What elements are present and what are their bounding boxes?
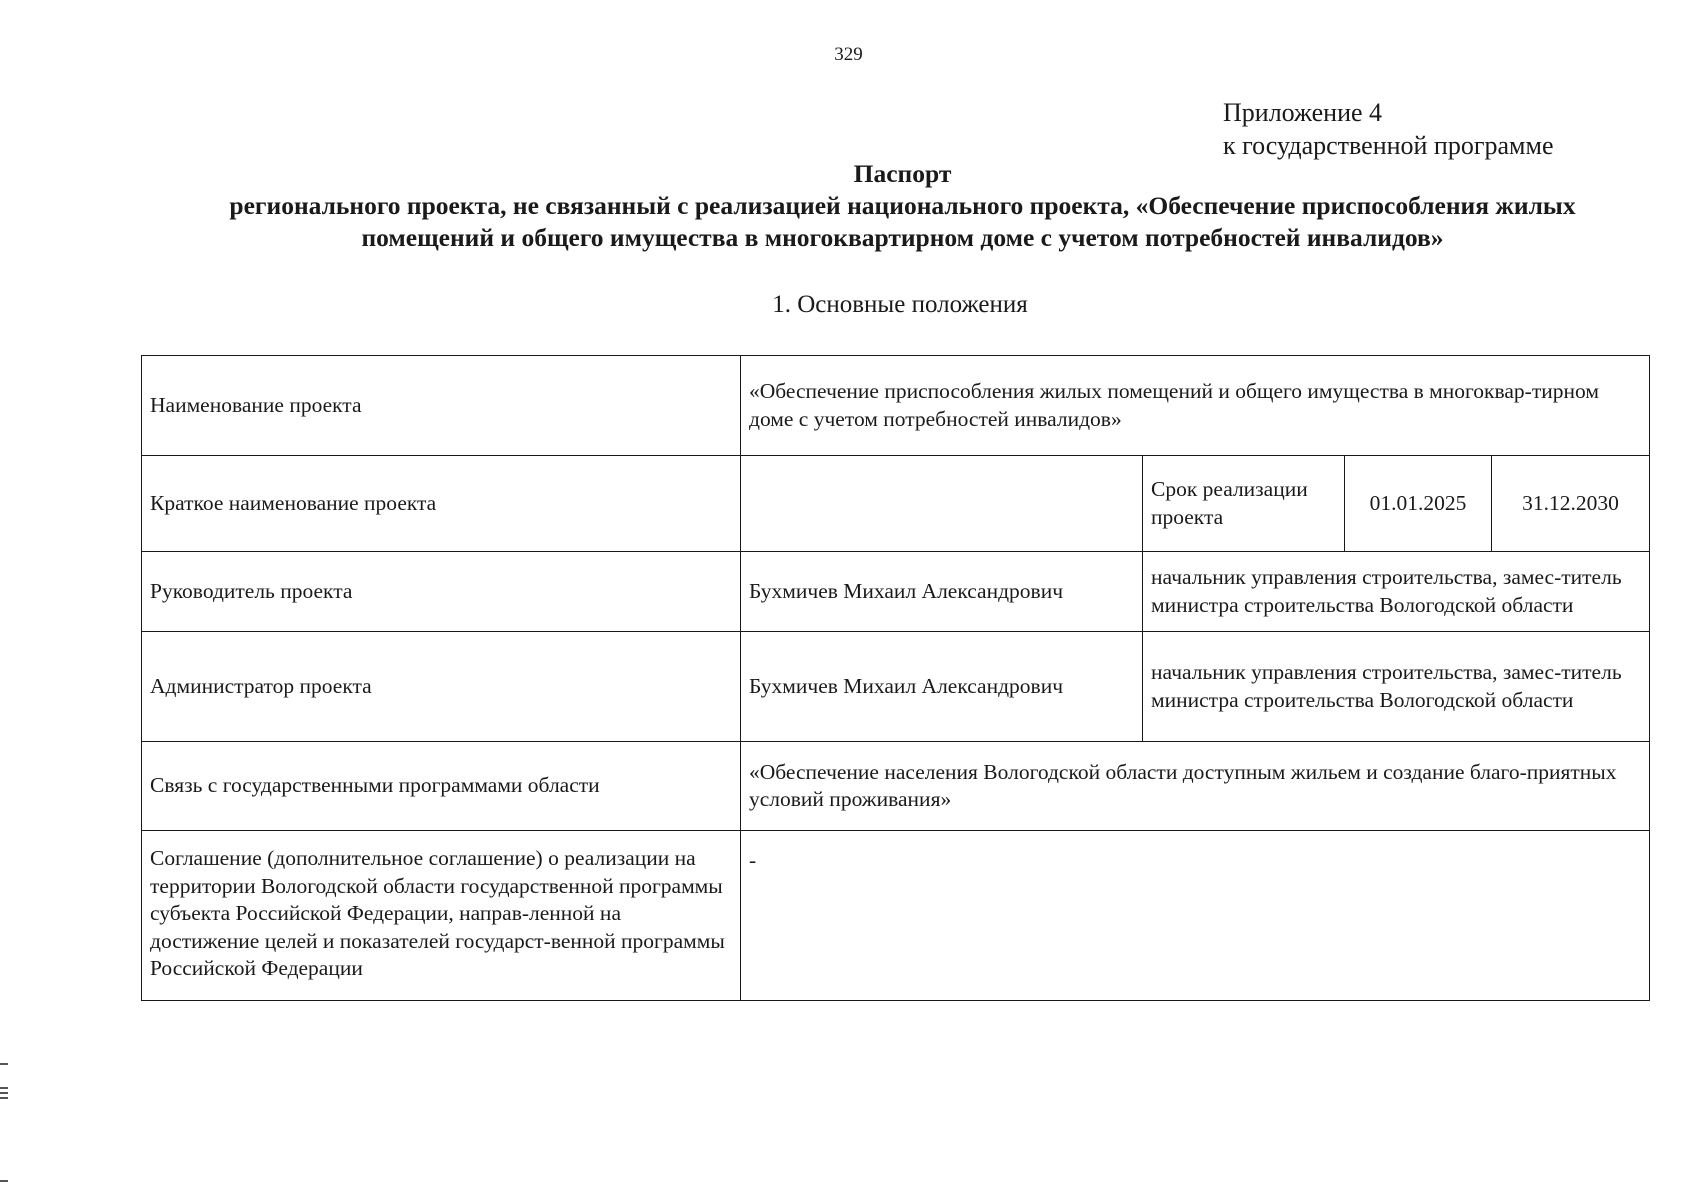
term-label: Срок реализации проекта	[1143, 456, 1345, 552]
document-title	[130, 158, 1675, 254]
project-head-name: Бухмичев Михаил Александрович	[741, 552, 1143, 632]
table-row-program-link	[142, 742, 1650, 831]
title-line-2: регионального проекта, не связанный с реализацией национального проекта, «Обеспечение приспособления жилых	[229, 191, 1576, 220]
scan-artifact-mark	[0, 1087, 8, 1089]
project-admin-position: начальник управления строительства, замес-титель министра строительства Вологодской области	[1143, 632, 1650, 742]
project-name-value: «Обеспечение приспособления жилых помещений и общего имущества в многоквар-тирном доме с учетом потребностей инвалидов»	[741, 356, 1650, 456]
short-name-label: Краткое наименование проекта	[142, 456, 741, 552]
project-head-position: начальник управления строительства, замес-титель министра строительства Вологодской области	[1143, 552, 1650, 632]
table-row-agreement	[142, 831, 1650, 1001]
agreement-value: -	[741, 831, 1650, 1001]
end-date: 31.12.2030	[1492, 456, 1650, 552]
project-admin-name: Бухмичев Михаил Александрович	[741, 632, 1143, 742]
scan-artifact-mark	[0, 1063, 8, 1065]
program-link-label: Связь с государственными программами области	[142, 742, 741, 831]
section-heading: 1. Основные положения	[772, 291, 1028, 318]
passport-table	[141, 355, 1650, 1001]
table-row-project-admin	[142, 632, 1650, 742]
project-admin-label: Администратор проекта	[142, 632, 741, 742]
project-head-label: Руководитель проекта	[142, 552, 741, 632]
scan-artifact-mark	[0, 1180, 8, 1182]
title-line-1: Паспорт	[853, 159, 952, 188]
table-row-short-name	[142, 456, 1650, 552]
short-name-value	[741, 456, 1143, 552]
agreement-label: Соглашение (дополнительное соглашение) о реализации на территории Вологодской области государственной программы субъекта Российской Федерации, направ-ленной на достижение целей и показателей государст-венной программы Российской Федерации	[142, 831, 741, 1001]
program-link-value: «Обеспечение населения Вологодской области доступным жильем и создание благо-приятных условий проживания»	[741, 742, 1650, 831]
page-number: 329	[834, 44, 863, 65]
table-row-project-head	[142, 552, 1650, 632]
project-name-label: Наименование проекта	[142, 356, 741, 456]
scan-artifact-mark	[0, 1092, 8, 1094]
appendix-line-2: к государственной программе	[1223, 131, 1554, 160]
start-date: 01.01.2025	[1345, 456, 1492, 552]
title-line-3: помещений и общего имущества в многоквартирном доме с учетом потребностей инвалидов»	[361, 223, 1444, 252]
table-row-project-name	[142, 356, 1650, 456]
appendix-note	[1223, 96, 1554, 162]
appendix-line-1: Приложение 4	[1223, 98, 1383, 127]
scan-artifact-mark	[0, 1097, 8, 1099]
